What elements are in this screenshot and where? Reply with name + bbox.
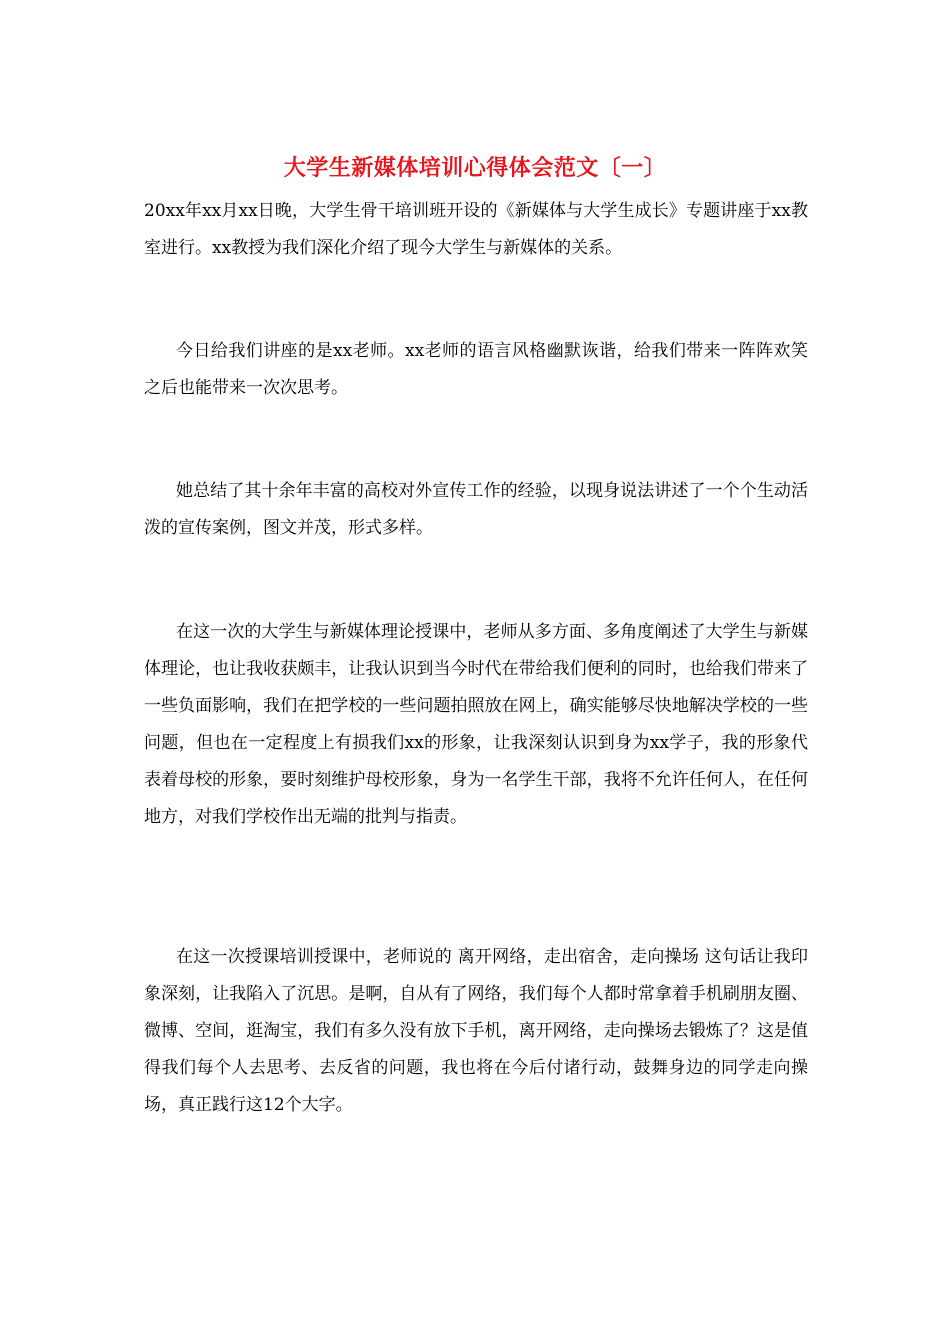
document-title: 大学生新媒体培训心得体会范文〔一〕 bbox=[283, 155, 667, 181]
paragraph-1: 20xx年xx月xx日晚，大学生骨干培训班开设的《新媒体与大学生成长》专题讲座于xx教室进行。xx教授为我们深化介绍了现今大学生与新媒体的关系。 bbox=[144, 201, 808, 258]
paragraph-4: 在这一次的大学生与新媒体理论授课中，老师从多方面、多角度阐述了大学生与新媒体理论，也让我收获颇丰，让我认识到当今时代在带给我们便利的同时，也给我们带来了一些负面影响，我们在把学校的一些问题拍照放在网上，确实能够尽快地解决学校的一些问题，但也在一定程度上有损我们xx的形象，让我深刻认识到身为xx学子，我的形象代表着母校的形象，要时刻维护母校形象，身为一名学生干部，我将不允许任何人，在任何地方，对我们学校作出无端的批判与指责。 bbox=[144, 622, 808, 827]
paragraph-2: 今日给我们讲座的是xx老师。xx老师的语言风格幽默诙谐，给我们带来一阵阵欢笑之后也能带来一次次思考。 bbox=[144, 341, 808, 398]
paragraph-3: 她总结了其十余年丰富的高校对外宣传工作的经验，以现身说法讲述了一个个生动活泼的宣传案例，图文并茂，形式多样。 bbox=[144, 481, 808, 538]
paragraph-5: 在这一次授课培训授课中，老师说的 离开网络，走出宿舍，走向操场 这句话让我印象深刻，让我陷入了沉思。是啊，自从有了网络，我们每个人都时常拿着手机刷朋友圈、微博、空间，逛淘宝，我们有多久没有放下手机，离开网络，走向操场去锻炼了？这是值得我们每个人去思考、去反省的问题，我也将在今后付诸行动，鼓舞身边的同学走向操场，真正践行这12个大字。 bbox=[144, 947, 808, 1115]
